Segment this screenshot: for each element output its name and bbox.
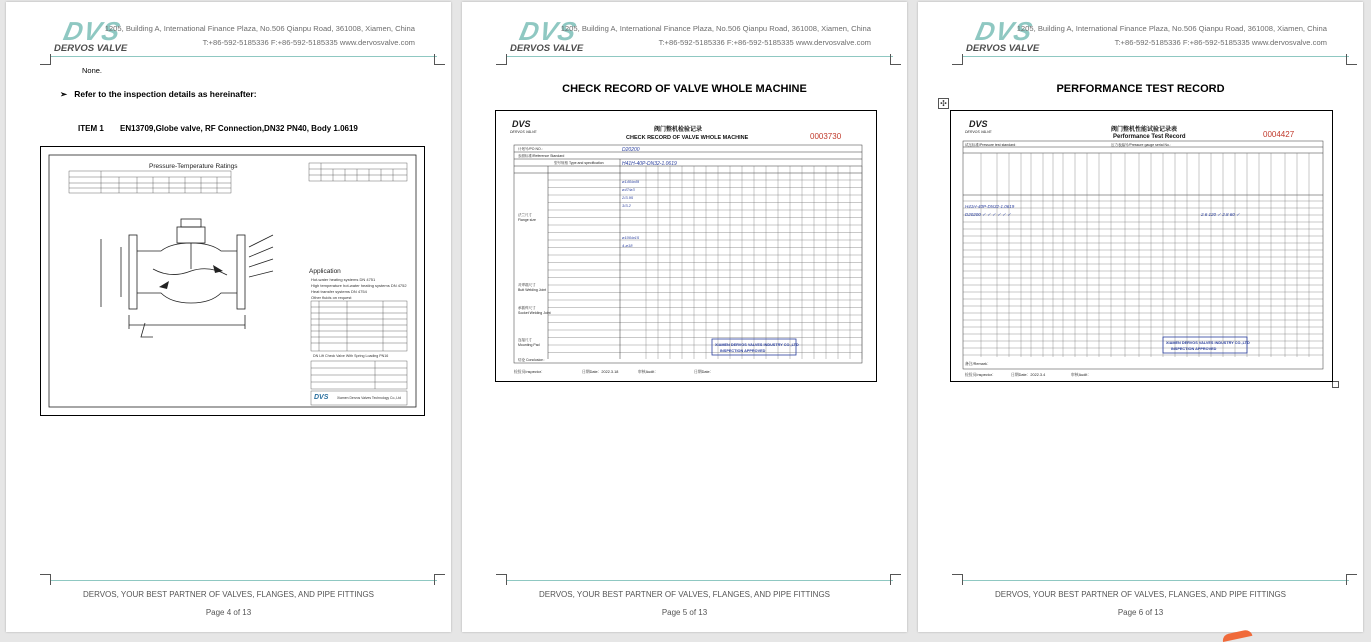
svg-text:检验员Inspector：: 检验员Inspector： <box>965 373 996 377</box>
valve-drawing <box>40 146 425 416</box>
svg-text:DVS: DVS <box>969 119 988 129</box>
none-text: None. <box>82 66 103 75</box>
svg-text:试压标准/Pressure test standard：: 试压标准/Pressure test standard： <box>965 143 1019 147</box>
svg-text:承插焊尺寸: 承插焊尺寸 <box>518 306 536 310</box>
svg-text:D20200: D20200 <box>622 147 640 153</box>
header-address: 1205, Building A, International Finance Plaza, No.506 Qianpu Road, 361008, Xiamen, China <box>104 24 415 33</box>
company-logo: DVS DERVOS VALVE <box>54 16 128 54</box>
svg-text:Hot-water heating systems DN 4: Hot-water heating systems DN 4751 <box>311 277 376 282</box>
svg-text:审核Audit：: 审核Audit： <box>1071 373 1092 377</box>
svg-text:Xiamen Dervos Valves Technolog: Xiamen Dervos Valves Technology Co.,Ltd <box>337 396 401 400</box>
page-title: PERFORMANCE TEST RECORD <box>1056 83 1225 95</box>
page-title: CHECK RECORD OF VALVE WHOLE MACHINE <box>562 83 807 95</box>
page-number: Page 4 of 13 <box>205 608 252 617</box>
svg-text:阀门整机性能试验记录表: 阀门整机性能试验记录表 <box>1111 127 1178 133</box>
page-number: Page 5 of 13 <box>661 608 708 617</box>
svg-text:压力表编号/Pressure gauge serial No: 压力表编号/Pressure gauge serial No.： <box>1111 143 1174 147</box>
svg-text:DN Lift Check Valve With Sprin: DN Lift Check Valve With Spring Loading PN16 <box>313 354 389 358</box>
svg-text:审核Audit：: 审核Audit： <box>638 370 659 374</box>
svg-text:法兰尺寸: 法兰尺寸 <box>518 213 532 217</box>
footer-divider <box>962 580 1349 581</box>
svg-text:D20200 ✓ ✓ ✓ ✓ ✓ ✓: D20200 ✓ ✓ ✓ ✓ ✓ ✓ <box>965 212 1011 217</box>
svg-text:日期Date：2022.3.18: 日期Date：2022.3.18 <box>582 370 619 374</box>
drawing-title: Pressure-Temperature Ratings <box>149 163 238 170</box>
svg-text:Heat transfer systems DN 4754: Heat transfer systems DN 4754 <box>311 289 367 294</box>
svg-text:备注/Remark：: 备注/Remark： <box>965 362 991 366</box>
svg-text:XIAMEN DERVOS VALVES INDUSTRY: XIAMEN DERVOS VALVES INDUSTRY CO.,LTD <box>1166 341 1250 345</box>
check-record-scan <box>495 110 877 382</box>
svg-text:INSPECTION APPROVED: INSPECTION APPROVED <box>720 349 766 353</box>
svg-text:XIAMEN DERVOS VALVES INDUSTRY: XIAMEN DERVOS VALVES INDUSTRY CO.,LTD <box>715 343 799 347</box>
company-logo: DVS DERVOS VALVE <box>510 16 584 54</box>
svg-text:0003730: 0003730 <box>810 132 842 141</box>
svg-text:High temperature hot-water hea: High temperature hot-water heating systems DN 4752 <box>311 283 407 288</box>
svg-text:对焊端尺寸: 对焊端尺寸 <box>518 283 536 287</box>
svg-text:2.6 120 ✓ 2.8 60 ✓: 2.6 120 ✓ 2.8 60 ✓ <box>1201 212 1240 217</box>
svg-text:Performance Test Record: Performance Test Record <box>1113 134 1186 140</box>
svg-text:DVS: DVS <box>314 394 329 401</box>
svg-text:Socket Welding Joint: Socket Welding Joint <box>518 311 551 315</box>
table-resize-handle[interactable] <box>1332 381 1339 388</box>
svg-text:2/3.95: 2/3.95 <box>622 195 634 200</box>
svg-text:3/3.2: 3/3.2 <box>622 203 631 208</box>
svg-text:检验员Inspector：: 检验员Inspector： <box>514 370 545 374</box>
item-description: EN13709,Globe valve, RF Connection,DN32 PN40, Body 1.0619 <box>120 124 358 133</box>
svg-text:H41H-40P-DN32-1.0619: H41H-40P-DN32-1.0619 <box>965 204 1015 209</box>
header-divider <box>506 56 893 57</box>
svg-text:Butt Welding Joint: Butt Welding Joint <box>518 288 547 292</box>
header-contact: T:+86-592-5185336 F:+86-592-5185335 www.dervosvalve.com <box>658 38 871 47</box>
svg-text:H41H-40P-DN32-1.0619: H41H-40P-DN32-1.0619 <box>622 161 677 167</box>
svg-text:阀门整机检验记录: 阀门整机检验记录 <box>654 127 703 133</box>
svg-text:连接尺寸: 连接尺寸 <box>518 338 532 342</box>
svg-text:Flange size: Flange size <box>518 218 536 222</box>
footer-tagline: DERVOS, YOUR BEST PARTNER OF VALVES, FLANGES, AND PIPE FITTINGS <box>82 590 375 599</box>
header-address: 1205, Building A, International Finance Plaza, No.506 Qianpu Road, 361008, Xiamen, China <box>1016 24 1327 33</box>
svg-text:ø100/ø15: ø100/ø15 <box>622 235 640 240</box>
svg-text:4-ø18: 4-ø18 <box>622 243 633 248</box>
svg-text:计划号/PO NO.：: 计划号/PO NO.： <box>518 147 546 151</box>
header-contact: T:+86-592-5185336 F:+86-592-5185335 www.dervosvalve.com <box>1114 38 1327 47</box>
refer-text: ➢ Refer to the inspection details as hereinafter: <box>60 89 257 99</box>
svg-text:型号规格 Type and specification: 型号规格 Type and specification <box>554 161 604 165</box>
svg-text:Other fluids on request: Other fluids on request <box>311 295 352 300</box>
footer-divider <box>506 580 893 581</box>
svg-text:日期Date：: 日期Date： <box>694 370 714 374</box>
svg-text:INSPECTION APPROVED: INSPECTION APPROVED <box>1171 347 1217 351</box>
svg-text:0004427: 0004427 <box>1263 130 1295 139</box>
table-move-handle[interactable]: ✣ <box>938 98 949 109</box>
document-page-6 <box>918 2 1363 632</box>
header-divider <box>962 56 1349 57</box>
header-divider <box>50 56 437 57</box>
item-label: ITEM 1 <box>78 124 104 133</box>
footer-divider <box>50 580 437 581</box>
svg-text:日期Date：2022.3.4: 日期Date：2022.3.4 <box>1011 373 1046 377</box>
company-logo: DVS DERVOS VALVE <box>966 16 1040 54</box>
application-title: Application <box>309 268 341 275</box>
performance-test-scan <box>950 110 1333 382</box>
svg-text:结论 Conclusion：: 结论 Conclusion： <box>518 358 547 362</box>
header-address: 1205, Building A, International Finance Plaza, No.506 Qianpu Road, 361008, Xiamen, China <box>560 24 871 33</box>
svg-text:DVS: DVS <box>512 119 531 129</box>
svg-text:CHECK RECORD OF VALVE WHOLE MA: CHECK RECORD OF VALVE WHOLE MACHINE <box>626 135 749 141</box>
header-contact: T:+86-592-5185336 F:+86-592-5185335 www.dervosvalve.com <box>202 38 415 47</box>
footer-tagline: DERVOS, YOUR BEST PARTNER OF VALVES, FLANGES, AND PIPE FITTINGS <box>994 590 1287 599</box>
document-page-4 <box>6 2 451 632</box>
svg-text:ø47/ø3: ø47/ø3 <box>622 187 635 192</box>
svg-text:ø140/ø49: ø140/ø49 <box>622 179 640 184</box>
svg-text:参照标准/Reference Standard: 参照标准/Reference Standard <box>518 154 565 158</box>
document-page-5 <box>462 2 907 632</box>
svg-text:DERVOS VALVE: DERVOS VALVE <box>510 130 537 134</box>
footer-tagline: DERVOS, YOUR BEST PARTNER OF VALVES, FLANGES, AND PIPE FITTINGS <box>538 590 831 599</box>
svg-text:DERVOS VALVE: DERVOS VALVE <box>965 130 992 134</box>
page-number: Page 6 of 13 <box>1117 608 1164 617</box>
svg-text:Mounting Pad: Mounting Pad <box>518 343 540 347</box>
